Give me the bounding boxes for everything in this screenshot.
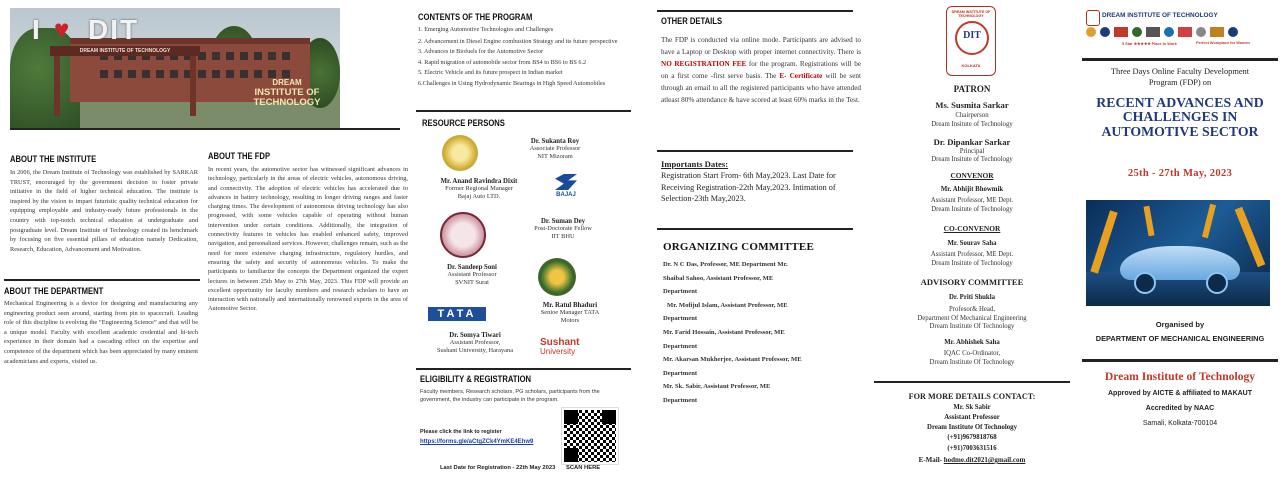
eligibility-text: Faculty members, Research scholars, PG scholars, participants from the government, the industry can participate in the program. bbox=[420, 389, 600, 403]
dates-heading: Importants Dates: bbox=[661, 159, 729, 169]
cover-approved: Approved by AICTE & affiliated to MAKAUT bbox=[1107, 390, 1253, 397]
resource-person: Mr. Ratul Bhaduri Senioe Manager TATA Motors bbox=[540, 302, 600, 324]
last-date-text: Last Date for Registration - 22th May 2023 bbox=[440, 465, 556, 471]
about-fdp-heading: ABOUT THE FDP bbox=[208, 151, 271, 161]
committee-row: Department bbox=[663, 369, 698, 377]
contents-heading: CONTENTS OF THE PROGRAM bbox=[418, 12, 533, 22]
robot-arm-icon bbox=[1090, 210, 1117, 273]
contact-heading: FOR MORE DETAILS CONTACT: bbox=[908, 392, 1036, 401]
other-details-text: The FDP is conducted via online mode. Participants are advised to have a Laptop or Desktop with proper internet connectivity. There is NO REGISTRATION FEE for the program. Registrations will be on a first come -first serve basis. The E- Certificate will be sent through an email to all the registered participants who have attended atleast 80% attendance & have scored at least 60% marks in the Test. bbox=[661, 36, 862, 104]
about-institute-heading: ABOUT THE INSTITUTE bbox=[10, 154, 97, 164]
committee-row: Department bbox=[663, 315, 698, 323]
no-fee-highlight: NO REGISTRATION FEE bbox=[661, 60, 747, 68]
panel1-divider bbox=[10, 128, 400, 130]
cover-top-rule bbox=[1082, 58, 1278, 61]
cover-mid-rule bbox=[1082, 359, 1278, 362]
nit-mizoram-logo bbox=[442, 135, 478, 171]
contents-list bbox=[418, 26, 628, 88]
committee-top-rule bbox=[657, 228, 853, 230]
register-link-label: Please click the link to register bbox=[420, 429, 502, 435]
resource-person: Dr. Suman Dey Post-Doctorate Fellow IIT BHU bbox=[534, 218, 592, 240]
cover-dates: 25th - 27th May, 2023 bbox=[1127, 168, 1233, 179]
committee-row: Mr. Mofijul Islam, Assistant Professor, ME bbox=[667, 301, 788, 309]
contents-item: 1. Emerging Automotive Technologies and Challenges bbox=[418, 26, 554, 33]
gate-sign: DREAM INSTITUTE OF TECHNOLOGY bbox=[50, 46, 200, 56]
heart-icon: ♥ bbox=[54, 15, 70, 44]
resource-heading: RESOURCE PERSONS bbox=[422, 118, 505, 128]
organiser-department: DEPARTMENT OF MECHANICAL ENGINEERING bbox=[1095, 334, 1265, 343]
cover-intro: Three Days Online Faculty Development Program (FDP) on bbox=[1110, 67, 1250, 87]
dept-divider bbox=[4, 279, 200, 281]
panel-details bbox=[655, 0, 865, 480]
bajaj-logo: BAJAJ bbox=[550, 174, 582, 198]
panel-cover bbox=[1080, 0, 1280, 480]
accreditation-badges bbox=[1086, 27, 1274, 37]
dates-text: Registration Start From- 6th May,2023. Last Date for Receiving Registration-22th May,2023. Intimation of Selection-23th May,2023. bbox=[661, 171, 836, 203]
badge-icon bbox=[1086, 27, 1096, 37]
contents-item: 3. Advances in Biofuels for the Automotive Sector bbox=[418, 48, 544, 56]
robot-arm-icon bbox=[1235, 207, 1266, 267]
certificate-highlight: E- Certificate bbox=[779, 72, 823, 80]
sushant-university-logo: Sushant University bbox=[540, 337, 580, 356]
svnit-logo bbox=[538, 258, 576, 296]
badge-icon bbox=[1146, 27, 1160, 37]
badge-icon bbox=[1114, 27, 1128, 37]
cover-header-strip: DREAM INSTITUTE OF TECHNOLOGY 5 Star ★★★★★ Place to Work Perfect Workplace for Women bbox=[1082, 8, 1278, 54]
committee-list bbox=[663, 258, 863, 408]
register-link[interactable]: https://forms.gle/aCtgZCk4YmKE4Ehw9 bbox=[420, 439, 534, 445]
building-text: DREAM INSTITUTE OF TECHNOLOGY bbox=[253, 78, 321, 108]
committee-row: Mr. Farid Hossain, Assistant Professor, ME bbox=[663, 328, 785, 336]
badge-icon bbox=[1164, 27, 1174, 37]
about-department-text: Mechanical Engineering is a device for designing and manufacturing any engineering product seen around, starting from pin to spacecraft. Leading role of this discipline is evolving the “Engineering Science” and that will be a unique model. Faculty with excellent academic credential and hi-tech experience in their domain had a cascading effect on the expertise and competence of the department which has been appreciated by many eminent academicians and experts, visited us. bbox=[4, 300, 198, 365]
cover-seal-icon bbox=[1086, 10, 1100, 26]
patron-name: Ms. Susmita Sarkar bbox=[935, 100, 1009, 110]
automotive-image bbox=[1086, 200, 1270, 306]
advisory-heading: ADVISORY COMMITTEE bbox=[920, 277, 1024, 287]
panel-program bbox=[410, 0, 635, 480]
about-fdp-text: In recent years, the automotive sector has witnessed significant advances in technology, particularly in the areas of electric vehicles, autonomous driving, and connectivity. The adoption of electric vehicles has accelerated due to advances in battery technology, resulting in longer driving ranges and faster charging times. The development of autonomous driving technology has also progressed, with some vehicles capable of operating without human intervention under certain conditions. Additionally, the integration of connectivity features in vehicles has enabled enhanced safety, improved navigation, and personalized services. However, challenges remain, such as the need for more extensive charging infrastructure, regulatory hurdles, and ensuring the safety and security of autonomous vehicles. To make the participants to familiarize the concepts the Department organized the expert lectures in between 25th May to 27th May, 2023. This FDP will provide an excellent opportunity for faculty members and research scholars to have an interaction with nationally and internationally renowned experts in the area of Automotive Sector. bbox=[208, 166, 408, 313]
committee-row: Shaibal Sahoo, Assistant Professor, ME bbox=[663, 274, 774, 282]
dates-top-rule bbox=[657, 150, 853, 152]
committee-heading: ORGANIZING COMMITTEE bbox=[663, 241, 814, 253]
panel-institute bbox=[0, 0, 410, 480]
resource-person: Dr. Sandeep Soni Assistant Professor SVNIT Surat bbox=[447, 264, 497, 286]
sign-letter-i: I bbox=[32, 14, 42, 45]
sign-letters-dit: DIT bbox=[88, 14, 140, 45]
tata-logo: TATA bbox=[428, 307, 486, 321]
iit-bhu-logo bbox=[440, 212, 486, 258]
cover-institute-name: Dream Institute of Technology bbox=[1104, 370, 1256, 383]
contents-divider bbox=[416, 110, 631, 112]
eligibility-divider bbox=[416, 368, 631, 370]
contents-item: 6.Challenges in Using Hydrodynamic Bearings in High Speed Automobiles bbox=[418, 79, 606, 87]
dit-seal-logo: DREAM INSTITUTE OF TECHNOLOGY DIT KOLKATA bbox=[946, 6, 996, 76]
badge-icon bbox=[1100, 27, 1110, 37]
organised-by-label: Organised by bbox=[1155, 320, 1205, 329]
cover-title: RECENT ADVANCES AND CHALLENGES IN AUTOMOTIVE SECTOR bbox=[1096, 95, 1264, 139]
badge-icon bbox=[1196, 27, 1206, 37]
badge-icon bbox=[1132, 27, 1142, 37]
cover-accredited: Accredited by NAAC bbox=[1145, 405, 1215, 412]
convenor-heading: CONVENOR bbox=[950, 171, 994, 180]
committee-row: Department bbox=[663, 288, 698, 296]
resource-person: Mr. Anand Ravindra Dixit Former Regional Manager Bajaj Auto LTD. bbox=[440, 178, 518, 200]
principal-name: Dr. Dipankar Sarkar bbox=[933, 137, 1011, 147]
eligibility-heading: ELIGIBILITY & REGISTRATION bbox=[420, 374, 532, 384]
committee-row: Mr. Akarsan Mukherjee, Assistant Professor, ME bbox=[663, 356, 802, 364]
resource-person: Dr. Sukanta Roy Associate Professor NIT Mizoram bbox=[529, 138, 581, 160]
campus-photo bbox=[10, 8, 340, 128]
other-top-rule bbox=[657, 10, 853, 12]
committee-row: Department bbox=[663, 342, 698, 350]
contents-item: 4. Rapid migration of automobile sector from BS4 to BS6 to BS 6.2 bbox=[418, 58, 587, 66]
badge-icon bbox=[1178, 27, 1192, 37]
about-department-heading: ABOUT THE DEPARTMENT bbox=[4, 286, 104, 296]
committee-row: Mr. Sk. Sabir, Assistant Professor, ME bbox=[663, 383, 771, 391]
scan-here-text: SCAN HERE bbox=[566, 465, 601, 471]
coconvenor-heading: CO-CONVENOR bbox=[943, 224, 1001, 233]
patron-heading: PATRON bbox=[953, 84, 991, 94]
contents-item: 5. Electric Vehicle and its future prospect in Indian market bbox=[418, 69, 563, 77]
cover-address: Samali, Kolkata-700104 bbox=[1142, 420, 1218, 427]
contact-top-rule bbox=[874, 381, 1070, 383]
contents-item: 2. Advancement in Diesel Engine combustion Strategy and its future perspective bbox=[418, 37, 618, 45]
badge-icon bbox=[1210, 27, 1224, 37]
panel-patrons: DREAM INSTITUTE OF TECHNOLOGY DIT KOLKATA PATRON Ms. Susmita Sarkar Chairperson Dream Insitute of Technology Dr. Dipankar Sarkar Principal Dream Insitute of Technology CONVENOR Mr. Abhijit Bhowmik Assistant Professor, ME Dept. Dream Insitute of Technology CO-CONVENOR Mr. Sourav Saha Assistant Professor, ME Dept. Dream Insitute of Technology ADVISORY COMMITTEE Dr. Priti Shukla Profesor& Head, Department Of Mechanical Engineering Dream Institute Of Technology Mr. Abhishek Saha IQAC Co-Ordinator, Dream Institute Of Technology FOR MORE DETAILS CONTACT: Mr. Sk Sabir Assistant Professor Dream Institute Of Technology (+91)9679818768 (+91)7003631516 E-Mail- hodme.dit2021@gmail.com bbox=[872, 0, 1072, 480]
committee-row: Department bbox=[663, 396, 698, 404]
other-details-heading: OTHER DETAILS bbox=[661, 16, 723, 26]
committee-row: Dr. N C Das, Professor, ME Department Mr. bbox=[663, 261, 788, 268]
about-institute-text: In 2006, the Dream Institute of Technology was established by SARKAR TRUST, encouraged by the government decision to foster private initiative in the field of higher technical education. The institute is inspired by the vision to impart futuristic quality technical education for equipping employable and industry-ready future professionals in the country with top-notch technical education at undergraduate and postgraduate level. Dream Institute of Technology created its benchmark by focusing on five essential pillars of education namely Dedication, Research, Education, Advancement and Motivation. bbox=[10, 169, 198, 253]
qr-code bbox=[562, 408, 618, 464]
badge-icon bbox=[1228, 27, 1238, 37]
resource-person: Dr. Somya Tiwari Assistant Professor, Sushant University, Harayana bbox=[436, 332, 514, 354]
email-row: E-Mail- hodme.dit2021@gmail.com bbox=[918, 456, 1026, 464]
contact-email-link[interactable]: hodme.dit2021@gmail.com bbox=[943, 456, 1026, 464]
